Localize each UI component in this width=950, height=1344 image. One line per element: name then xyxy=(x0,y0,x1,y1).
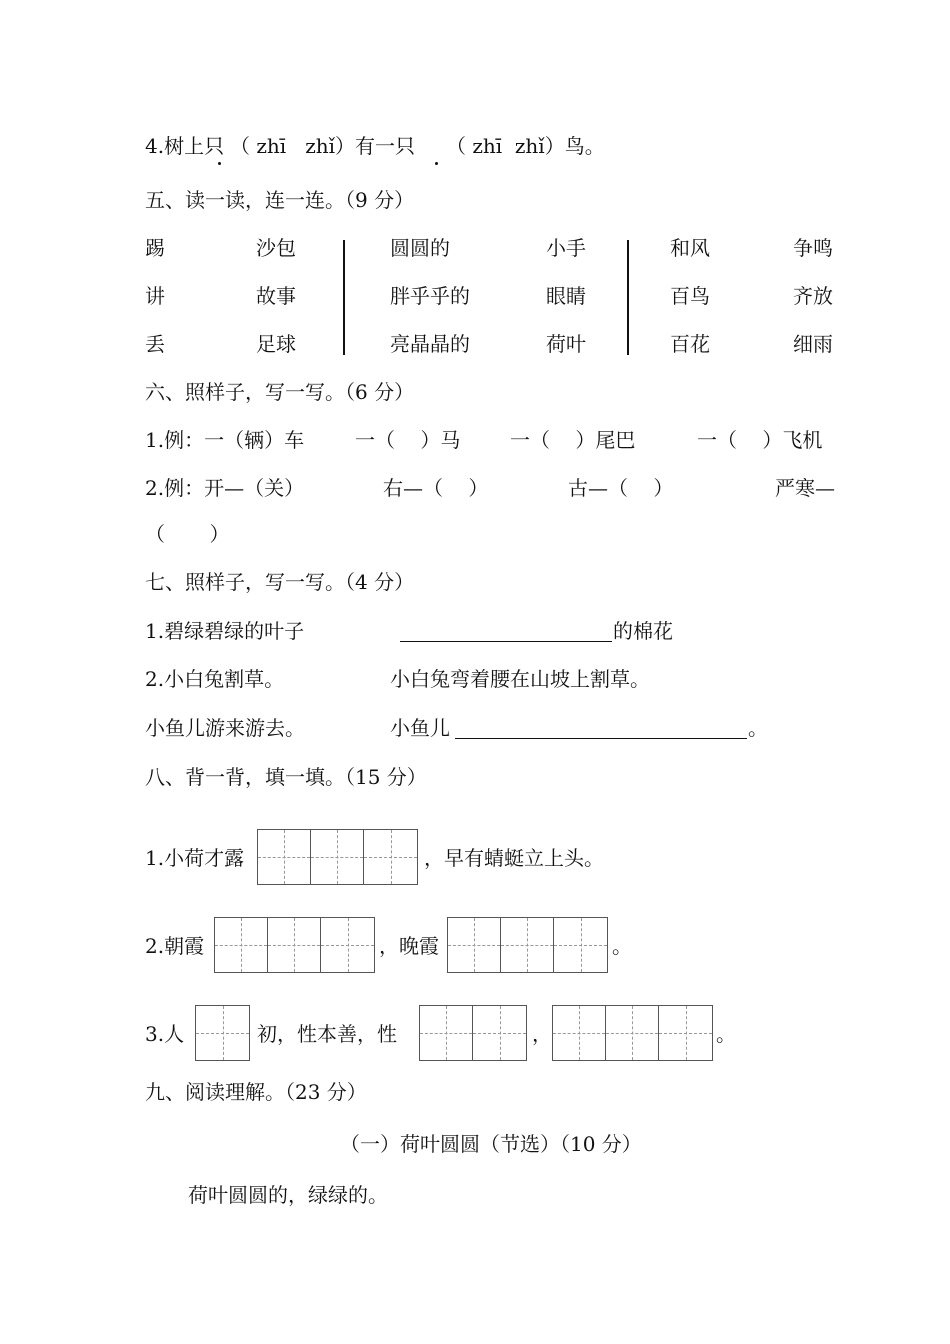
emphasis-dot xyxy=(435,162,438,165)
reading-paragraph: 荷叶圆圆的，绿绿的。 xyxy=(188,1183,388,1207)
match-word: 齐放 xyxy=(793,284,833,308)
grid-cell[interactable] xyxy=(215,918,268,972)
answer-line[interactable] xyxy=(455,738,747,739)
example-sentence: 小鱼儿游来游去。 xyxy=(145,716,305,740)
grid-cell[interactable] xyxy=(420,1006,473,1060)
grid-cell[interactable] xyxy=(196,1006,249,1060)
writing-grid[interactable] xyxy=(195,1005,250,1061)
match-word: 沙包 xyxy=(256,236,296,260)
writing-grid[interactable] xyxy=(257,829,418,885)
match-word: 踢 xyxy=(145,236,165,260)
q4-prefix: 4.树上只 xyxy=(145,134,225,158)
poem-line-mid: ，晚霞 xyxy=(379,934,439,958)
match-word: 和风 xyxy=(670,236,710,260)
match-word: 丢 xyxy=(145,332,165,356)
poem-line-prefix: 2.朝霞 xyxy=(145,934,205,958)
fill-blank[interactable]: 右—（ ） xyxy=(383,476,489,500)
writing-grid[interactable] xyxy=(214,917,375,973)
fill-blank[interactable]: 严寒— xyxy=(775,476,835,500)
match-word: 细雨 xyxy=(793,332,833,356)
example-item: 2.例：开—（关） xyxy=(145,476,305,500)
example-sentence: 小白兔弯着腰在山坡上割草。 xyxy=(390,667,650,691)
match-word: 眼睛 xyxy=(546,284,586,308)
match-word: 讲 xyxy=(145,284,165,308)
poem-line-mid: 初，性本善，性 xyxy=(257,1022,397,1046)
match-word: 故事 xyxy=(256,284,296,308)
example-item: 1.例：一（辆）车 xyxy=(145,428,305,452)
match-word: 亮晶晶的 xyxy=(390,332,470,356)
match-word: 足球 xyxy=(256,332,296,356)
q4-pinyin-choice-2: （ zhī zhǐ）鸟。 xyxy=(446,134,605,158)
grid-cell[interactable] xyxy=(311,830,364,884)
grid-cell[interactable] xyxy=(501,918,554,972)
column-divider xyxy=(343,240,345,355)
section9-title: 九、阅读理解。（23 分） xyxy=(145,1080,367,1104)
poem-line-end: 。 xyxy=(612,934,632,958)
grid-cell[interactable] xyxy=(364,830,417,884)
emphasis-dot xyxy=(218,162,221,165)
match-word: 荷叶 xyxy=(546,332,586,356)
grid-cell[interactable] xyxy=(553,1006,606,1060)
fill-blank[interactable]: 一（ ）马 xyxy=(355,428,461,452)
match-word: 圆圆的 xyxy=(390,236,450,260)
answer-line[interactable] xyxy=(400,641,612,642)
match-word: 胖乎乎的 xyxy=(390,284,470,308)
grid-cell[interactable] xyxy=(258,830,311,884)
match-word: 争鸣 xyxy=(793,236,833,260)
sentence-prefix: 小鱼儿 xyxy=(390,716,450,740)
fill-blank[interactable]: （ ） xyxy=(145,522,230,546)
grid-cell[interactable] xyxy=(321,918,374,972)
match-word: 小手 xyxy=(546,236,586,260)
fill-blank[interactable]: 一（ ）尾巴 xyxy=(510,428,636,452)
example-phrase: 1.碧绿碧绿的叶子 xyxy=(145,619,305,643)
poem-line-mid: ， xyxy=(532,1022,552,1046)
fill-blank[interactable]: 古—（ ） xyxy=(568,476,674,500)
section6-title: 六、照样子，写一写。（6 分） xyxy=(145,380,415,404)
q4-pinyin-choice-1: （ zhī zhǐ）有一只 xyxy=(230,134,416,158)
writing-grid[interactable] xyxy=(552,1005,713,1061)
writing-grid[interactable] xyxy=(447,917,608,973)
poem-line-suffix: ，早有蜻蜓立上头。 xyxy=(424,846,604,870)
reading-subtitle: （一）荷叶圆圆（节选）（10 分） xyxy=(340,1132,642,1156)
poem-line-prefix: 1.小荷才露 xyxy=(145,846,245,870)
section7-title: 七、照样子，写一写。（4 分） xyxy=(145,570,415,594)
match-word: 百花 xyxy=(670,332,710,356)
sentence-end: 。 xyxy=(748,716,768,740)
grid-cell[interactable] xyxy=(659,1006,712,1060)
grid-cell[interactable] xyxy=(606,1006,659,1060)
section8-title: 八、背一背，填一填。（15 分） xyxy=(145,765,427,789)
writing-grid[interactable] xyxy=(419,1005,527,1061)
column-divider xyxy=(627,240,629,355)
grid-cell[interactable] xyxy=(448,918,501,972)
poem-line-prefix: 3.人 xyxy=(145,1022,185,1046)
poem-line-end: 。 xyxy=(716,1022,736,1046)
grid-cell[interactable] xyxy=(473,1006,526,1060)
grid-cell[interactable] xyxy=(268,918,321,972)
example-sentence: 2.小白兔割草。 xyxy=(145,667,285,691)
phrase-suffix: 的棉花 xyxy=(613,619,673,643)
match-word: 百鸟 xyxy=(670,284,710,308)
grid-cell[interactable] xyxy=(554,918,607,972)
section5-title: 五、读一读，连一连。（9 分） xyxy=(145,188,415,212)
fill-blank[interactable]: 一（ ）飞机 xyxy=(697,428,823,452)
